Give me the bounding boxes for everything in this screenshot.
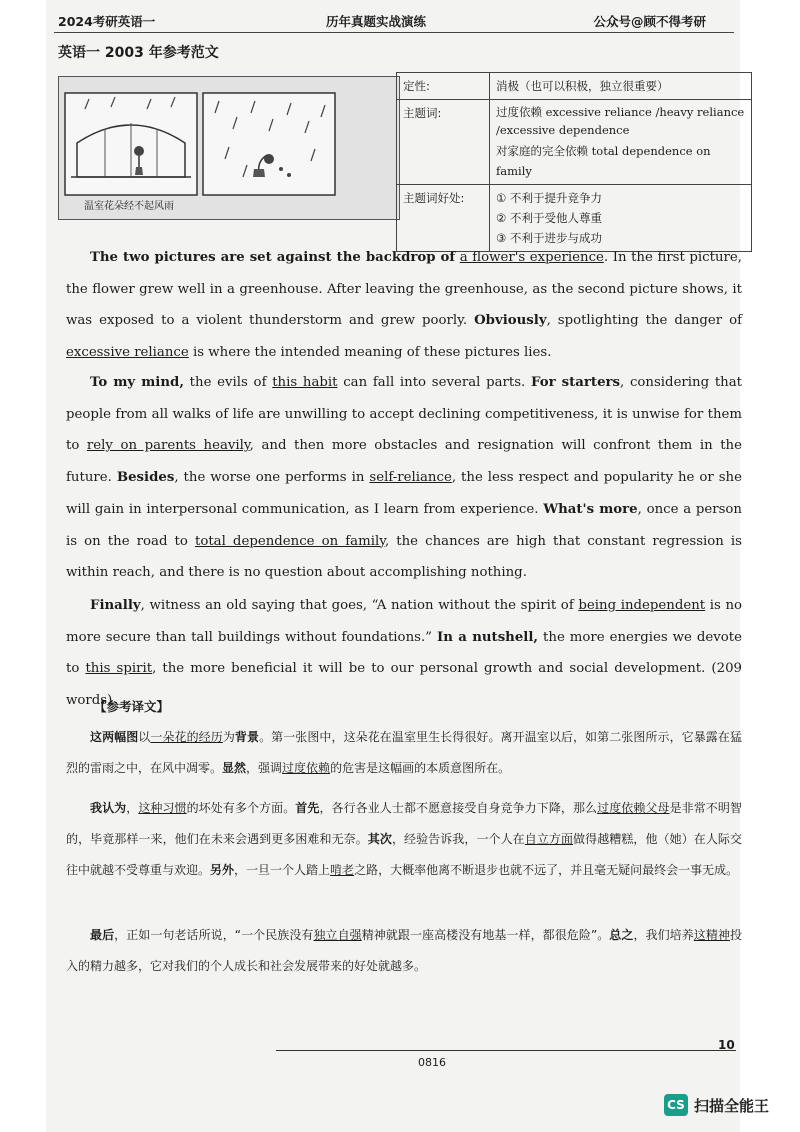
essay-text: the evils of bbox=[189, 375, 267, 390]
essay-text: , the worse one performs in bbox=[174, 470, 365, 486]
table-key-cell: 主题词: bbox=[397, 100, 490, 185]
underlined-phrase: this habit bbox=[272, 375, 338, 390]
bold-phrase: Obviously bbox=[474, 313, 547, 329]
bold-phrase: 另外 bbox=[210, 863, 235, 877]
translation-text: 之路，大概率他离不断退步也就不远了，并且毫无疑问最终会一事无成。 bbox=[354, 863, 739, 877]
essay-text: is no more secure than tall buildings without foundations.” bbox=[66, 598, 743, 645]
essay-text: is where the intended meaning of these pictures lies. bbox=[192, 345, 552, 361]
essay-text: can fall into several parts. bbox=[343, 375, 526, 390]
underlined-phrase: 过度依赖父母 bbox=[597, 801, 670, 815]
underlined-phrase: a flower's experience bbox=[459, 250, 604, 265]
underlined-phrase: 自立方面 bbox=[524, 832, 574, 846]
header-left-text: 2024考研英语一 bbox=[58, 14, 156, 29]
essay-text: , considering that people from all walks of life are unwilling to accept declining competitiveness, it is unwise for them to bbox=[66, 375, 742, 454]
table-value-cell bbox=[490, 73, 752, 100]
underlined-phrase: rely on parents heavily bbox=[86, 438, 250, 454]
translation-text: ，各行各业人士都不愿意接受自身竞争力下降，那么 bbox=[319, 801, 598, 815]
bold-phrase: The two pictures are set against the backdrop of bbox=[90, 250, 456, 265]
essay-text: , spotlighting the danger of bbox=[546, 313, 743, 329]
translation-text: ，经验告诉我，一个人在 bbox=[391, 832, 525, 846]
table-value-line: ③ 不利于进步与成功 bbox=[496, 231, 602, 245]
header-divider bbox=[54, 32, 734, 33]
underlined-phrase: this spirit bbox=[85, 661, 153, 677]
translation-title: 【参考译文】 bbox=[94, 699, 170, 714]
essay-text: , and then more obstacles and resignation will confront them in the future. bbox=[66, 438, 742, 486]
cartoon-illustration bbox=[59, 77, 399, 219]
essay-text: . In the first picture, the flower grew well in a greenhouse. After leaving the greenhouse, as the second picture shows, it was exposed to a violent thunderstorm and grew poorly. bbox=[66, 250, 742, 329]
underlined-phrase: 独立自强 bbox=[313, 928, 362, 942]
translation-text: ，我们培养 bbox=[633, 928, 694, 942]
translation-text: 精神就跟一座高楼没有地基一样，都很危险”。 bbox=[361, 928, 610, 942]
underlined-phrase: being independent bbox=[578, 598, 706, 613]
bold-phrase: 我认为 bbox=[90, 801, 127, 815]
bold-phrase: 这两幅图 bbox=[90, 730, 139, 744]
watermark-text: 扫描全能王 bbox=[694, 1096, 770, 1115]
bold-phrase: 背景 bbox=[234, 730, 260, 744]
translation-paragraph-2 bbox=[66, 793, 742, 886]
info-table bbox=[396, 72, 752, 252]
bold-phrase: 总之 bbox=[609, 928, 634, 942]
translation-text: ，一旦一个人踏上 bbox=[234, 863, 331, 877]
camscanner-logo-icon: CS bbox=[664, 1094, 688, 1116]
table-key-cell: 主题词好处: bbox=[397, 185, 490, 252]
header-middle-text: 历年真题实战演练 bbox=[326, 14, 427, 29]
table-value-cell bbox=[490, 100, 752, 185]
translation-paragraph-1 bbox=[66, 722, 742, 784]
page-number: 0816 bbox=[418, 1056, 446, 1069]
essay-text: the more energies we devote to bbox=[66, 629, 743, 677]
section-title: 英语一 2003 年参考范文 bbox=[58, 45, 219, 61]
table-value-line: ① 不利于提升竞争力 bbox=[496, 191, 602, 205]
table-value-line: 过度依赖 excessive reliance /heavy reliance /excessive dependence bbox=[496, 105, 745, 137]
bold-phrase: 其次 bbox=[367, 832, 392, 846]
figure-caption: 温室花朵经不起风雨 bbox=[84, 201, 174, 212]
bold-phrase: 最后 bbox=[90, 928, 115, 942]
scanner-watermark bbox=[664, 1092, 769, 1118]
underlined-phrase: total dependence on family bbox=[194, 533, 385, 549]
translation-text: 做得越糟糕，他（她）在人际交往中就越不受尊重与欢迎。 bbox=[66, 832, 742, 877]
essay-paragraph-1 bbox=[66, 242, 742, 369]
table-value-line: 消极（也可以积极，独立很重要） bbox=[496, 79, 669, 93]
table-row bbox=[397, 100, 752, 185]
underlined-phrase: 一朵花的经历 bbox=[150, 730, 223, 744]
translation-text: 以 bbox=[138, 730, 151, 744]
essay-text: , witness an old saying that goes, “A nation without the spirit of bbox=[140, 598, 574, 613]
document-page bbox=[46, 0, 745, 1132]
underlined-phrase: excessive reliance bbox=[66, 345, 189, 361]
essay-paragraph-2 bbox=[66, 367, 742, 589]
bold-phrase: 首先 bbox=[295, 801, 320, 815]
translation-text: 的坏处有多个方面。 bbox=[186, 801, 296, 815]
panel-storm bbox=[203, 93, 335, 195]
translation-text: ，强调 bbox=[246, 761, 283, 775]
translation-text: ， bbox=[126, 801, 139, 815]
table-value-line: 对家庭的完全依赖 total dependence on family bbox=[496, 144, 711, 178]
underlined-phrase: 这精神 bbox=[693, 928, 730, 942]
bold-phrase: To my mind, bbox=[90, 375, 184, 390]
underlined-phrase: 这种习惯 bbox=[138, 801, 187, 815]
essay-text: , once a person is on the road to bbox=[66, 501, 742, 549]
bold-phrase: What's more bbox=[543, 501, 638, 517]
footer-divider bbox=[276, 1050, 736, 1051]
bold-phrase: Besides bbox=[116, 470, 175, 486]
essay-text: , the less respect and popularity he or she will gain in interpersonal communication, as I learn from experience. bbox=[66, 470, 742, 517]
bold-phrase: In a nutshell, bbox=[436, 629, 539, 645]
page-header bbox=[46, 8, 740, 32]
bold-phrase: For starters bbox=[530, 375, 621, 390]
translation-paragraph-3 bbox=[66, 920, 742, 982]
underlined-phrase: self-reliance bbox=[369, 470, 452, 486]
underlined-phrase: 过度依赖 bbox=[282, 761, 331, 775]
translation-text: ，正如一句老话所说，“一个民族没有 bbox=[114, 928, 314, 942]
translation-text: 的危害是这幅画的本质意图所在。 bbox=[330, 761, 511, 775]
cartoon-figure bbox=[58, 76, 400, 220]
essay-text: , the more beneficial it will be to our personal growth and social development. (209 words) bbox=[66, 661, 742, 709]
header-right-text: 公众号@顾不得考研 bbox=[593, 14, 706, 29]
bold-phrase: 显然 bbox=[222, 761, 247, 775]
translation-text: 投入的精力越多，它对我们的个人成长和社会发展带来的好处就越多。 bbox=[66, 928, 742, 973]
translation-text: 是非常不明智的，毕竟那样一来，他们在未来会遇到更多困难和无奈。 bbox=[66, 801, 742, 846]
bold-phrase: Finally bbox=[90, 598, 141, 613]
translation-text: 为 bbox=[222, 730, 235, 744]
translation-text: 。第一张图中，这朵花在温室里生长得很好。离开温室以后，如第二张图所示，它暴露在猛烈的雷雨之中，在风中凋零。 bbox=[66, 730, 742, 775]
page-number-right: 10 bbox=[718, 1038, 735, 1052]
table-key-cell: 定性: bbox=[397, 73, 490, 100]
table-row bbox=[397, 73, 752, 100]
table-value-line: ② 不利于受他人尊重 bbox=[496, 211, 602, 225]
essay-text: , the chances are high that constant regression is within reach, and there is no question about accomplishing nothing. bbox=[66, 533, 742, 581]
underlined-phrase: 啃老 bbox=[330, 863, 355, 877]
